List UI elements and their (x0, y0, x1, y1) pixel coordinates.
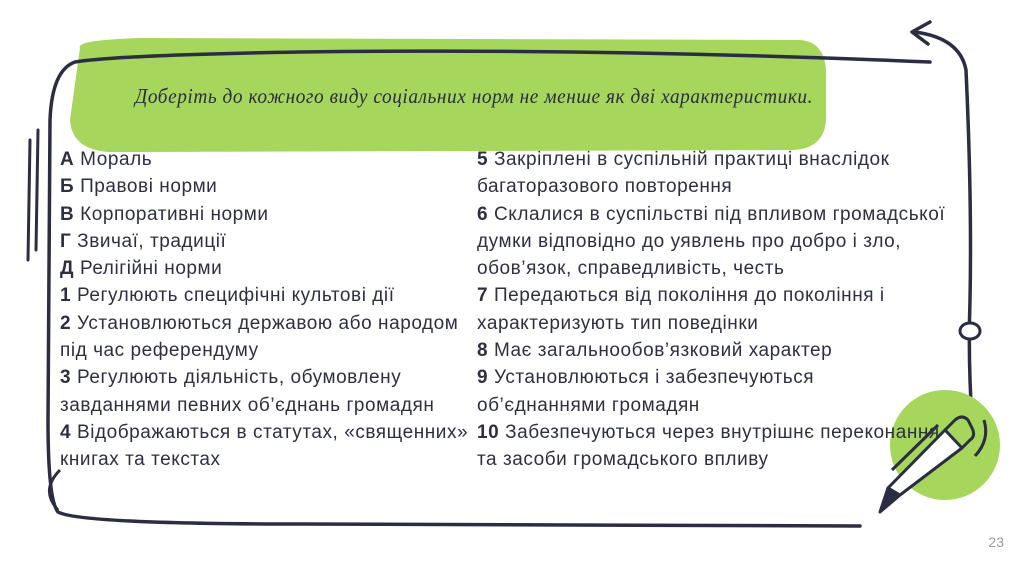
item-marker: Д (60, 258, 75, 280)
list-item (477, 337, 947, 364)
item-text: Корпоративні норми (80, 203, 269, 225)
decor-strokes (28, 130, 38, 260)
item-marker: А (60, 149, 75, 170)
item-marker: 8 (477, 340, 489, 362)
item-marker: 4 (60, 421, 72, 443)
item-text: Передаються від покоління до покоління і характеризують тип поведінки (477, 285, 885, 334)
item-marker: 7 (477, 285, 489, 307)
left-column (60, 146, 480, 474)
list-item (60, 146, 480, 173)
item-marker: Г (60, 230, 72, 252)
item-marker: 6 (477, 203, 489, 225)
page-number: 23 (988, 534, 1004, 550)
list-item (477, 282, 947, 337)
list-item (60, 228, 480, 255)
item-text: Релігійні норми (79, 258, 223, 280)
list-item (60, 419, 480, 474)
item-marker: В (60, 203, 75, 225)
item-text: Правові норми (80, 176, 218, 198)
item-text: Відображаються в статутах, «священних» книгах та текстах (60, 421, 469, 471)
list-item (60, 201, 480, 228)
item-marker: 1 (60, 285, 72, 307)
right-column (477, 146, 947, 474)
list-item (60, 282, 480, 309)
list-item (60, 310, 480, 365)
item-text: Має загальнообов’язковий характер (493, 340, 833, 362)
item-text: Регулюють специфічні культові дії (76, 285, 395, 307)
item-marker: 5 (477, 149, 489, 170)
list-item (477, 201, 947, 283)
item-marker: 2 (60, 312, 72, 334)
item-text: Установлюються державою або народом під час референдуму (60, 312, 459, 362)
item-marker: 3 (60, 367, 72, 389)
list-item (477, 146, 947, 201)
list-item (60, 364, 480, 419)
item-text: Регулюють діяльність, обумовлену завданнями певних об’єднань громадян (60, 367, 435, 416)
item-marker: Б (60, 176, 75, 198)
item-marker: 9 (477, 367, 489, 389)
list-item (60, 173, 480, 200)
item-text: Склалися в суспільстві під впливом громадської думки відповідно до уявлень про добро і зло, обов’язок, справедливість, честь (477, 203, 946, 280)
item-text: Забезпечуються через внутрішнє переконання та засоби громадського впливу (477, 421, 940, 471)
list-item (477, 419, 947, 474)
item-text: Звичаї, традиції (77, 230, 227, 252)
item-text: Установлюються і забезпечуються об’єднаннями громадян (477, 367, 815, 416)
slide-title: Доберіть до кожного виду соціальних норм не менше як дві характеристики. (135, 84, 814, 108)
list-item (60, 255, 480, 282)
item-text: Мораль (80, 149, 153, 170)
list-item (477, 364, 947, 419)
frame-loop (960, 323, 980, 339)
item-marker: 10 (477, 421, 500, 443)
item-text: Закріплені в суспільній практиці внаслідок багаторазового повторення (477, 149, 890, 198)
